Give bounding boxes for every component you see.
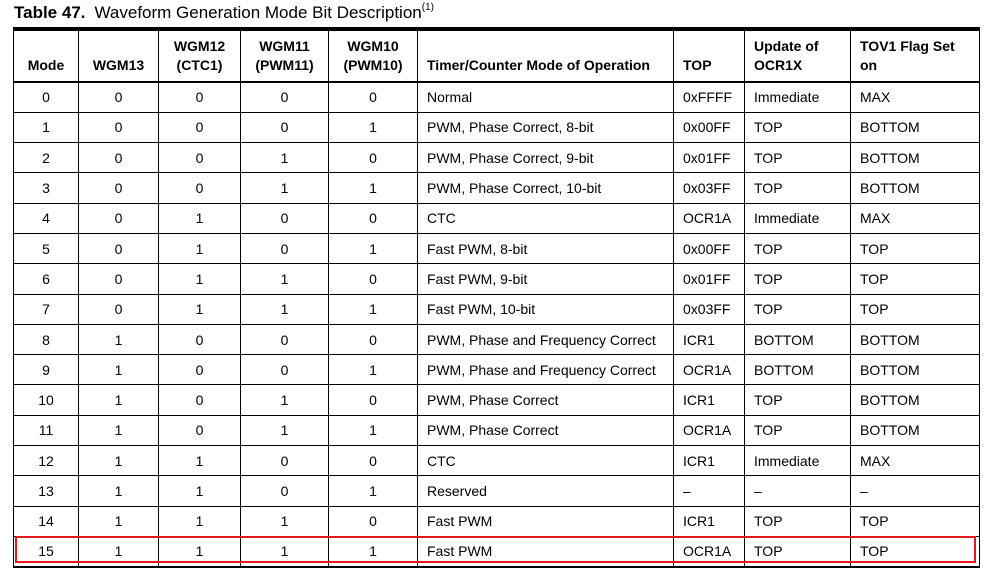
table-cell-wgm11: 0 — [241, 355, 329, 385]
table-cell-wgm11: 1 — [241, 173, 329, 203]
table-cell-top: 0x01FF — [674, 264, 745, 294]
column-header-tov1-flag — [851, 29, 980, 82]
table-cell-wgm13: 1 — [79, 415, 159, 445]
column-header-wgm13: WGM13 — [79, 29, 159, 82]
table-cell-wgm13: 0 — [79, 264, 159, 294]
table-cell-wgm12: 1 — [159, 536, 241, 566]
table-row — [14, 143, 980, 173]
table-row — [14, 476, 980, 506]
table-cell-top: ICR1 — [674, 506, 745, 536]
table-cell-wgm10: 1 — [329, 233, 418, 263]
table-cell-operation: Fast PWM — [418, 506, 674, 536]
table-cell-wgm13: 1 — [79, 324, 159, 354]
waveform-table-container — [13, 27, 979, 568]
column-header-line: on — [860, 57, 878, 73]
table-cell-wgm10: 1 — [329, 536, 418, 566]
table-cell-tov1-flag: BOTTOM — [851, 173, 980, 203]
table-cell-wgm13: 1 — [79, 385, 159, 415]
table-caption — [14, 3, 434, 23]
column-header-wgm12 — [159, 29, 241, 82]
table-cell-wgm12: 0 — [159, 143, 241, 173]
table-cell-wgm12: 1 — [159, 476, 241, 506]
table-cell-tov1-flag: TOP — [851, 506, 980, 536]
table-cell-mode: 14 — [14, 506, 79, 536]
table-header-row — [14, 29, 980, 82]
waveform-generation-table — [13, 27, 980, 568]
column-header-line: TOV1 Flag Set — [860, 38, 955, 54]
table-cell-tov1-flag: TOP — [851, 536, 980, 566]
table-cell-update-ocr1x: TOP — [745, 112, 851, 142]
table-cell-wgm10: 1 — [329, 112, 418, 142]
table-cell-wgm11: 0 — [241, 203, 329, 233]
table-cell-wgm13: 1 — [79, 506, 159, 536]
table-cell-tov1-flag: BOTTOM — [851, 112, 980, 142]
table-cell-wgm10: 1 — [329, 294, 418, 324]
column-header-line: WGM11 — [259, 38, 310, 54]
table-cell-update-ocr1x: TOP — [745, 415, 851, 445]
table-cell-operation: PWM, Phase Correct — [418, 385, 674, 415]
table-cell-tov1-flag: BOTTOM — [851, 415, 980, 445]
table-cell-tov1-flag: TOP — [851, 294, 980, 324]
table-cell-operation: Fast PWM, 10-bit — [418, 294, 674, 324]
table-cell-operation: PWM, Phase Correct, 10-bit — [418, 173, 674, 203]
table-cell-wgm11: 0 — [241, 233, 329, 263]
table-cell-top: OCR1A — [674, 355, 745, 385]
table-cell-wgm13: 1 — [79, 536, 159, 566]
table-cell-update-ocr1x: TOP — [745, 264, 851, 294]
table-cell-wgm12: 1 — [159, 506, 241, 536]
table-cell-operation: CTC — [418, 446, 674, 476]
table-cell-tov1-flag: MAX — [851, 203, 980, 233]
table-cell-wgm11: 0 — [241, 324, 329, 354]
table-cell-wgm11: 0 — [241, 446, 329, 476]
table-row — [14, 385, 980, 415]
table-cell-wgm11: 0 — [241, 112, 329, 142]
table-cell-wgm10: 1 — [329, 355, 418, 385]
table-cell-wgm12: 0 — [159, 173, 241, 203]
table-cell-top: ICR1 — [674, 385, 745, 415]
table-cell-tov1-flag: MAX — [851, 446, 980, 476]
table-cell-wgm13: 0 — [79, 143, 159, 173]
table-cell-mode: 4 — [14, 203, 79, 233]
table-cell-tov1-flag: TOP — [851, 233, 980, 263]
table-cell-operation: PWM, Phase Correct, 9-bit — [418, 143, 674, 173]
table-cell-tov1-flag: BOTTOM — [851, 385, 980, 415]
table-cell-operation: CTC — [418, 203, 674, 233]
table-cell-update-ocr1x: Immediate — [745, 82, 851, 112]
table-row — [14, 506, 980, 536]
table-cell-update-ocr1x: TOP — [745, 143, 851, 173]
table-cell-wgm13: 0 — [79, 82, 159, 112]
table-row — [14, 203, 980, 233]
column-header-line: OCR1X — [754, 57, 803, 73]
table-cell-wgm11: 0 — [241, 476, 329, 506]
table-cell-mode: 12 — [14, 446, 79, 476]
column-header-wgm11 — [241, 29, 329, 82]
table-cell-wgm11: 1 — [241, 536, 329, 566]
table-number: Table 47. — [14, 3, 86, 22]
table-cell-wgm12: 1 — [159, 203, 241, 233]
table-cell-mode: 5 — [14, 233, 79, 263]
table-cell-tov1-flag: BOTTOM — [851, 355, 980, 385]
table-cell-wgm11: 1 — [241, 143, 329, 173]
table-cell-wgm11: 0 — [241, 82, 329, 112]
table-cell-top: 0x03FF — [674, 173, 745, 203]
table-cell-mode: 3 — [14, 173, 79, 203]
table-cell-wgm12: 1 — [159, 233, 241, 263]
column-header-top: TOP — [674, 29, 745, 82]
table-cell-mode: 9 — [14, 355, 79, 385]
column-header-line: (PWM11) — [255, 57, 314, 73]
table-cell-wgm13: 1 — [79, 476, 159, 506]
table-cell-operation: Normal — [418, 82, 674, 112]
table-cell-wgm12: 0 — [159, 112, 241, 142]
table-cell-top: 0x03FF — [674, 294, 745, 324]
table-cell-mode: 13 — [14, 476, 79, 506]
table-cell-top: ICR1 — [674, 446, 745, 476]
table-cell-wgm12: 1 — [159, 294, 241, 324]
table-row — [14, 536, 980, 566]
table-cell-wgm13: 0 — [79, 294, 159, 324]
table-cell-wgm12: 1 — [159, 446, 241, 476]
table-cell-wgm13: 0 — [79, 173, 159, 203]
table-cell-wgm12: 0 — [159, 415, 241, 445]
table-title: Waveform Generation Mode Bit Description — [94, 3, 422, 22]
table-cell-wgm10: 0 — [329, 506, 418, 536]
table-cell-wgm11: 1 — [241, 385, 329, 415]
table-row — [14, 355, 980, 385]
table-cell-operation: Fast PWM, 9-bit — [418, 264, 674, 294]
table-cell-wgm12: 0 — [159, 385, 241, 415]
table-cell-tov1-flag: BOTTOM — [851, 143, 980, 173]
table-cell-update-ocr1x: TOP — [745, 173, 851, 203]
table-cell-top: OCR1A — [674, 415, 745, 445]
table-cell-wgm10: 1 — [329, 415, 418, 445]
table-cell-mode: 1 — [14, 112, 79, 142]
table-row — [14, 173, 980, 203]
table-cell-update-ocr1x: BOTTOM — [745, 355, 851, 385]
table-cell-mode: 2 — [14, 143, 79, 173]
table-cell-wgm11: 1 — [241, 264, 329, 294]
table-cell-wgm13: 0 — [79, 112, 159, 142]
table-cell-mode: 11 — [14, 415, 79, 445]
table-cell-wgm13: 1 — [79, 355, 159, 385]
table-cell-operation: PWM, Phase and Frequency Correct — [418, 324, 674, 354]
column-header-update-ocr1x — [745, 29, 851, 82]
table-cell-top: 0x00FF — [674, 112, 745, 142]
table-cell-tov1-flag: – — [851, 476, 980, 506]
table-cell-update-ocr1x: TOP — [745, 294, 851, 324]
table-cell-wgm10: 0 — [329, 264, 418, 294]
column-header-wgm10 — [329, 29, 418, 82]
table-cell-update-ocr1x: BOTTOM — [745, 324, 851, 354]
table-cell-operation: Fast PWM, 8-bit — [418, 233, 674, 263]
table-row — [14, 233, 980, 263]
table-cell-top: OCR1A — [674, 536, 745, 566]
table-cell-top: 0x01FF — [674, 143, 745, 173]
table-cell-operation: PWM, Phase Correct, 8-bit — [418, 112, 674, 142]
table-cell-tov1-flag: BOTTOM — [851, 324, 980, 354]
table-cell-tov1-flag: MAX — [851, 82, 980, 112]
table-row — [14, 112, 980, 142]
table-cell-operation: Reserved — [418, 476, 674, 506]
column-header-line: Update of — [754, 38, 819, 54]
table-cell-top: 0xFFFF — [674, 82, 745, 112]
column-header-line: WGM10 — [347, 38, 399, 54]
table-cell-tov1-flag: TOP — [851, 264, 980, 294]
table-cell-wgm11: 1 — [241, 415, 329, 445]
table-cell-mode: 10 — [14, 385, 79, 415]
table-cell-update-ocr1x: – — [745, 476, 851, 506]
column-header-mode: Mode — [14, 29, 79, 82]
table-cell-wgm10: 0 — [329, 203, 418, 233]
table-cell-update-ocr1x: TOP — [745, 506, 851, 536]
table-cell-wgm13: 0 — [79, 233, 159, 263]
table-cell-wgm10: 0 — [329, 82, 418, 112]
table-cell-mode: 15 — [14, 536, 79, 566]
column-header-line: (CTC1) — [176, 57, 223, 73]
table-row — [14, 264, 980, 294]
table-cell-wgm13: 0 — [79, 203, 159, 233]
table-cell-update-ocr1x: TOP — [745, 385, 851, 415]
table-cell-wgm10: 0 — [329, 143, 418, 173]
table-cell-wgm12: 0 — [159, 355, 241, 385]
table-cell-operation: PWM, Phase Correct — [418, 415, 674, 445]
table-cell-wgm12: 0 — [159, 324, 241, 354]
table-cell-update-ocr1x: Immediate — [745, 446, 851, 476]
table-cell-wgm10: 1 — [329, 173, 418, 203]
table-cell-wgm11: 1 — [241, 294, 329, 324]
table-cell-operation: Fast PWM — [418, 536, 674, 566]
table-cell-wgm10: 0 — [329, 385, 418, 415]
table-row — [14, 82, 980, 112]
table-cell-wgm12: 0 — [159, 82, 241, 112]
column-header-line: (PWM10) — [343, 57, 403, 73]
table-cell-top: – — [674, 476, 745, 506]
table-cell-wgm10: 0 — [329, 446, 418, 476]
column-header-line: WGM12 — [173, 38, 226, 54]
table-row — [14, 446, 980, 476]
table-row — [14, 294, 980, 324]
table-cell-top: OCR1A — [674, 203, 745, 233]
table-cell-mode: 8 — [14, 324, 79, 354]
table-cell-mode: 0 — [14, 82, 79, 112]
footnote-marker: (1) — [421, 2, 434, 14]
table-cell-wgm10: 1 — [329, 476, 418, 506]
table-cell-wgm12: 1 — [159, 264, 241, 294]
table-row — [14, 415, 980, 445]
table-cell-update-ocr1x: Immediate — [745, 203, 851, 233]
table-cell-operation: PWM, Phase and Frequency Correct — [418, 355, 674, 385]
table-cell-top: 0x00FF — [674, 233, 745, 263]
table-cell-mode: 7 — [14, 294, 79, 324]
table-cell-update-ocr1x: TOP — [745, 233, 851, 263]
table-cell-wgm11: 1 — [241, 506, 329, 536]
column-header-operation: Timer/Counter Mode of Operation — [418, 29, 674, 82]
table-body — [14, 82, 980, 567]
table-cell-wgm10: 0 — [329, 324, 418, 354]
table-cell-wgm13: 1 — [79, 446, 159, 476]
table-cell-top: ICR1 — [674, 324, 745, 354]
table-row — [14, 324, 980, 354]
table-cell-mode: 6 — [14, 264, 79, 294]
table-cell-update-ocr1x: TOP — [745, 536, 851, 566]
